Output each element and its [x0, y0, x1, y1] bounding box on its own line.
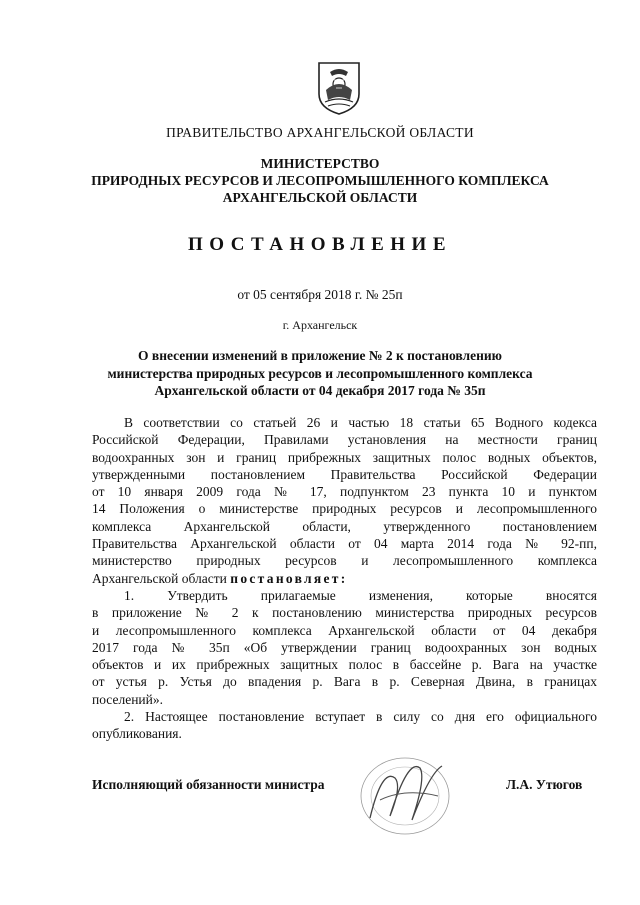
preamble-paragraph	[92, 414, 597, 587]
text-line: Правительства Архангельской области от 04 марта 2014 года № 92-пп,	[92, 536, 597, 552]
decree-dateline: от 05 сентября 2018 г. № 25п	[237, 287, 403, 302]
subject-line: О внесении изменений в приложение № 2 к постановлению	[138, 348, 502, 363]
text-line: водоохранных зон и границ прибрежных защитных полос водных объектов,	[92, 449, 597, 465]
text-line: министерство природных ресурсов и лесопромышленного комплекса	[92, 553, 597, 569]
text-line: и лесопромышленного комплекса Архангельской области от 04 декабря	[92, 622, 597, 638]
text-line: 2. Настоящее постановление вступает в силу со дня его официального	[124, 709, 597, 725]
government-name: ПРАВИТЕЛЬСТВО АРХАНГЕЛЬСКОЙ ОБЛАСТИ	[166, 125, 474, 140]
subject-line: Архангельской области от 04 декабря 2017 года № 35п	[154, 383, 486, 398]
item-2-paragraph	[92, 708, 597, 743]
item-1-paragraph	[92, 587, 597, 708]
text-line: 2017 года № 35п «Об утверждении границ водоохранных зон водных	[92, 639, 597, 655]
text-line: Российской Федерации, Правилами установления на местности границ	[92, 432, 597, 448]
text-line: утвержденными постановлением Правительства Российской Федерации	[92, 466, 597, 482]
text-line: В соответствии со статьей 26 и частью 18 статьи 65 Водного кодекса	[124, 415, 597, 430]
decree-city: г. Архангельск	[282, 318, 358, 332]
text-line: от 10 января 2009 года № 17, подпунктом 23 пункта 10 и пунктом	[92, 484, 597, 500]
text-line: 14 Положения о министерстве природных ресурсов и лесопромышленного	[92, 501, 597, 517]
signer-position: Исполняющий обязанности министра	[92, 777, 325, 792]
ministry-line: МИНИСТЕРСТВО	[260, 156, 380, 171]
ministry-line: АРХАНГЕЛЬСКОЙ ОБЛАСТИ	[222, 190, 418, 205]
handwritten-signature	[350, 738, 460, 848]
ministry-line: ПРИРОДНЫХ РЕСУРСОВ И ЛЕСОПРОМЫШЛЕННОГО КОМПЛЕКСА	[91, 173, 549, 188]
ministry-name	[0, 155, 640, 206]
signer-name: Л.А. Утюгов	[506, 777, 583, 792]
text-line: от устья р. Устья до впадения р. Вага в р. Северная Двина, в границах	[92, 674, 597, 690]
subject-line: министерства природных ресурсов и лесопромышленного комплекса	[107, 365, 533, 381]
text-line	[92, 570, 597, 587]
text-line: поселений».	[92, 691, 163, 707]
coat-of-arms-icon	[316, 60, 362, 116]
text-line: в приложение № 2 к постановлению министерства природных ресурсов	[92, 605, 597, 621]
decree-subject	[0, 347, 640, 400]
resolves-word: постановляет:	[230, 570, 348, 586]
text-line: 1. Утвердить прилагаемые изменения, которые вносятся	[124, 587, 597, 603]
text-line: опубликования.	[92, 726, 182, 742]
text-line: комплекса Архангельской области, утвержденного постановлением	[92, 518, 597, 534]
preamble-last: Архангельской области	[92, 570, 231, 586]
decree-title: ПОСТАНОВЛЕНИЕ	[187, 234, 453, 255]
text-line: объектов и их прибрежных защитных полос в бассейне р. Вага на участке	[92, 657, 597, 673]
decree-body	[92, 414, 597, 743]
